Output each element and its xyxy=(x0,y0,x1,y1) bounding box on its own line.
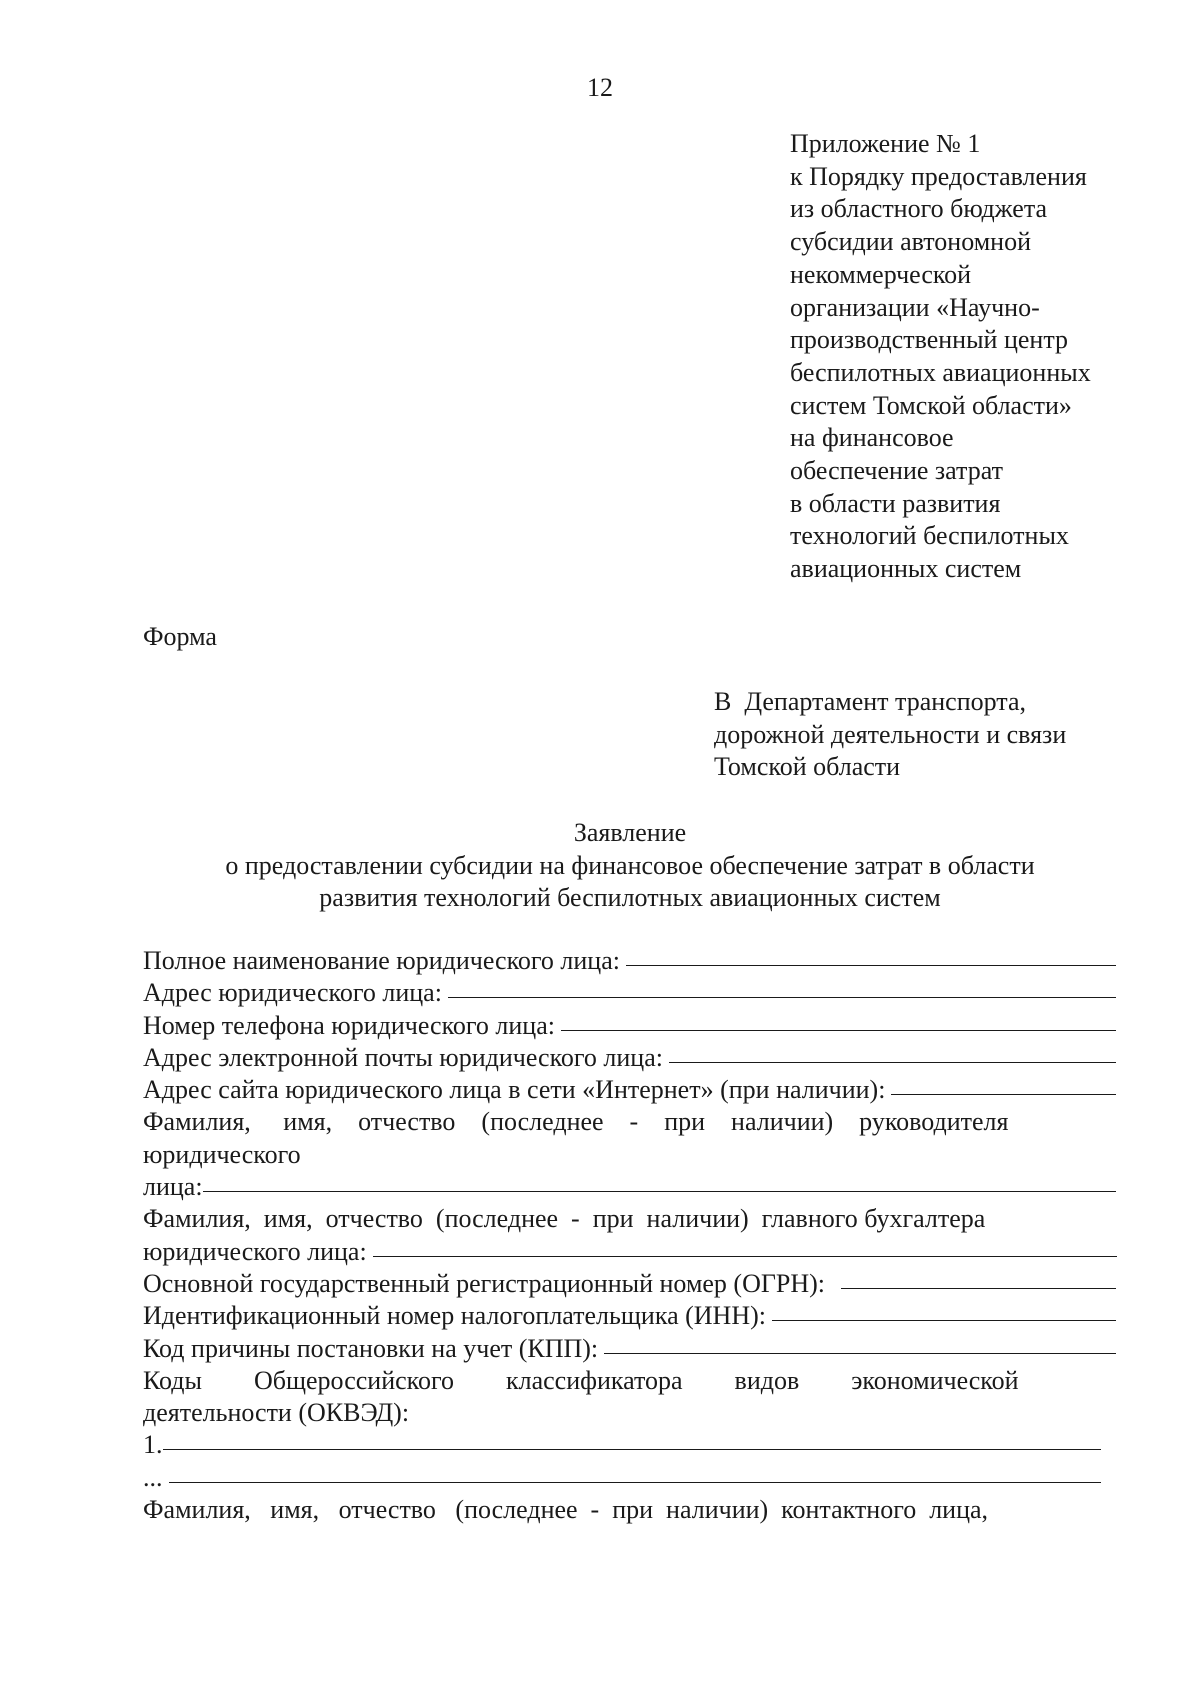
addressee-line: дорожной деятельности и связи xyxy=(714,719,1067,749)
addressee-block xyxy=(714,686,1066,784)
appendix-line: обеспечение затрат xyxy=(790,456,1003,486)
contact-label-line-1: Фамилия, имя, отчество (последнее - при наличии) контактного лица, xyxy=(143,1495,989,1525)
okved-more-input-line[interactable] xyxy=(169,1482,1102,1483)
field-director xyxy=(143,1171,1116,1203)
appendix-line: на финансовое xyxy=(790,423,954,453)
field-label: Идентификационный номер налогоплательщика (ИНН): xyxy=(143,1301,766,1331)
okved-1-input-line[interactable] xyxy=(163,1449,1102,1450)
appendix-line: некоммерческой xyxy=(790,259,972,289)
phone-input-line[interactable] xyxy=(561,1030,1116,1031)
appendix-line: авиационных систем xyxy=(790,554,1022,584)
accountant-label-line-1: Фамилия, имя, отчество (последнее - при наличии) главного бухгалтера xyxy=(143,1204,986,1234)
title-line: Заявление xyxy=(573,818,687,847)
field-label: Адрес юридического лица: xyxy=(143,978,442,1008)
inn-input-line[interactable] xyxy=(772,1320,1116,1321)
okved-label-line-1: Коды Общероссийского классификатора видов экономической xyxy=(143,1365,1019,1395)
field-okved-1 xyxy=(143,1429,1101,1461)
appendix-line: технологий беспилотных xyxy=(790,521,1069,551)
page-number: 12 xyxy=(587,73,613,102)
director-label-line-1: Фамилия, имя, отчество (последнее - при наличии) руководителя xyxy=(143,1107,1009,1137)
field-label: ... xyxy=(143,1462,163,1492)
address-input-line[interactable] xyxy=(448,997,1116,998)
appendix-line: систем Томской области» xyxy=(790,390,1072,420)
field-address xyxy=(143,977,1116,1009)
appendix-line: производственный центр xyxy=(790,325,1069,355)
form-label: Форма xyxy=(143,622,217,651)
appendix-line: Приложение № 1 xyxy=(790,129,981,158)
title-line: о предоставлении субсидии на финансовое обеспечение затрат в области xyxy=(225,850,1035,880)
full-name-input-line[interactable] xyxy=(626,965,1116,966)
field-label: Номер телефона юридического лица: xyxy=(143,1010,555,1040)
kpp-input-line[interactable] xyxy=(604,1353,1116,1354)
field-label: Основной государственный регистрационный номер (ОГРН): xyxy=(143,1268,826,1298)
director-input-line[interactable] xyxy=(203,1191,1116,1192)
field-email xyxy=(143,1042,1116,1074)
ogrn-input-line[interactable] xyxy=(841,1288,1116,1289)
okved-label-line-2: деятельности (ОКВЭД): xyxy=(143,1398,410,1428)
title-line: развития технологий беспилотных авиационных систем xyxy=(319,883,941,912)
website-input-line[interactable] xyxy=(891,1094,1116,1095)
appendix-line: к Порядку предоставления xyxy=(790,161,1087,191)
appendix-header xyxy=(790,128,1170,586)
appendix-line: беспилотных авиационных xyxy=(790,357,1091,387)
addressee-line: Томской области xyxy=(714,752,901,781)
field-inn xyxy=(143,1300,1116,1332)
appendix-line: организации «Научно- xyxy=(790,292,1040,322)
field-label: лица: xyxy=(143,1172,203,1202)
appendix-line: из областного бюджета xyxy=(790,194,1048,224)
director-label-line-2: юридического xyxy=(143,1139,301,1169)
field-label: Адрес сайта юридического лица в сети «Интернет» (при наличии): xyxy=(143,1075,886,1105)
field-ogrn xyxy=(143,1268,1116,1300)
application-fields xyxy=(143,945,1116,1526)
field-kpp xyxy=(143,1333,1116,1365)
field-accountant xyxy=(143,1236,1117,1268)
field-full-name xyxy=(143,945,1116,977)
field-label: юридического лица: xyxy=(143,1236,367,1266)
field-label: Полное наименование юридического лица: xyxy=(143,946,620,975)
field-label: Код причины постановки на учет (КПП): xyxy=(143,1333,599,1363)
field-okved-more xyxy=(143,1462,1101,1494)
email-input-line[interactable] xyxy=(669,1062,1116,1063)
field-label: 1. xyxy=(143,1430,163,1460)
document-title xyxy=(0,817,1200,915)
appendix-line: субсидии автономной xyxy=(790,227,1031,257)
addressee-line: В Департамент транспорта, xyxy=(714,687,1026,716)
accountant-input-line[interactable] xyxy=(373,1256,1117,1257)
field-label: Адрес электронной почты юридического лица: xyxy=(143,1042,663,1072)
field-phone xyxy=(143,1010,1116,1042)
appendix-line: в области развития xyxy=(790,488,1001,518)
field-website xyxy=(143,1074,1116,1106)
